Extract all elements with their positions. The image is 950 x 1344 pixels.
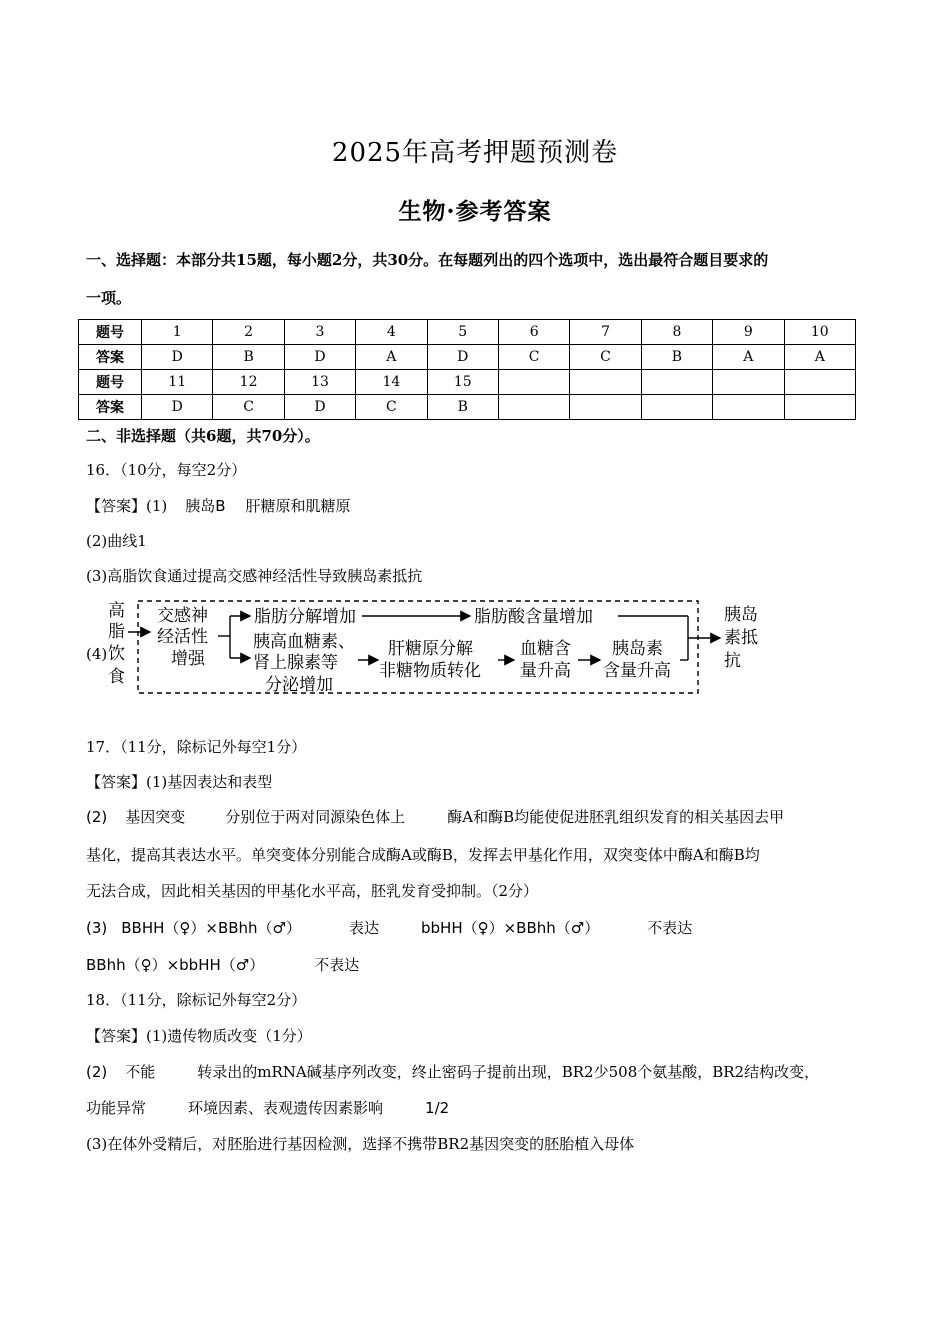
- flow-node-hormones: 肾上腺素等: [253, 653, 338, 673]
- table-cell: [498, 395, 569, 420]
- flow-start: 食: [108, 667, 125, 687]
- q17-heading: 17．（11分，除标记外每空1分）: [86, 738, 307, 756]
- answer-blank: 分别位于两对同源染色体上: [225, 808, 406, 826]
- flow-node-sympathetic: 经活性: [157, 627, 208, 647]
- table-cell: 15: [427, 370, 498, 395]
- table-cell: 10: [784, 320, 855, 345]
- section1-instructions-line2: 一项。: [86, 289, 132, 307]
- answer-blank: 转录出的mRNA碱基序列改变，终止密码子提前出现，BR2少508个氨基酸，BR2结构改变，: [197, 1063, 820, 1081]
- answer-blank: 环境因素、表观遗传因素影响: [188, 1099, 384, 1117]
- table-row: [79, 370, 856, 395]
- q18-heading: 18．（11分，除标记外每空2分）: [86, 991, 307, 1009]
- table-cell: B: [427, 395, 498, 420]
- answer-blank: bbHH（♀）×BBhh（♂）: [421, 919, 600, 937]
- flow-end: 素抵: [724, 628, 758, 648]
- q17-answer-3-line2: [86, 955, 359, 975]
- row-label-answer: 答案: [79, 345, 142, 370]
- q16-flow-diagram: [86, 596, 780, 696]
- q18-answer-2-line2: [86, 1098, 449, 1118]
- answer-blank: 功能异常: [86, 1099, 147, 1117]
- table-cell: [713, 395, 784, 420]
- answer-number: (2): [86, 808, 108, 826]
- q16-answer-1: [86, 496, 351, 516]
- q18-answer-2: [86, 1062, 819, 1082]
- page-subtitle: 生物·参考答案: [398, 198, 552, 225]
- flow-node-fatty-acid: 脂肪酸含量增加: [474, 607, 593, 627]
- flow-node-hormones: 胰高血糖素、: [253, 632, 355, 652]
- flow-end: 胰岛: [724, 605, 758, 625]
- q18-answer-1: 【答案】(1)遗传物质改变（1分）: [86, 1027, 312, 1045]
- table-cell: [641, 370, 712, 395]
- answer-blank: BBHH（♀）×BBhh（♂）: [121, 919, 301, 937]
- page-title: 2025年高考押题预测卷: [331, 138, 619, 168]
- table-cell: [570, 395, 641, 420]
- table-cell: [784, 370, 855, 395]
- table-row: [79, 345, 856, 370]
- q17-answer-1: 【答案】(1)基因表达和表型: [86, 773, 273, 791]
- table-cell: 3: [284, 320, 355, 345]
- answer-blank: 胰岛B: [185, 497, 226, 515]
- answer-blank: 不表达: [647, 919, 693, 937]
- table-row: [79, 320, 856, 345]
- row-label-answer: 答案: [79, 395, 142, 420]
- flow-node-sympathetic: 交感神: [157, 606, 208, 626]
- answer-table: [78, 319, 856, 420]
- table-cell: 4: [356, 320, 427, 345]
- section1-instructions-line1: 一、选择题：本部分共15题，每小题2分，共30分。在每题列出的四个选项中，选出最符合题目要求的: [86, 251, 769, 269]
- table-cell: B: [641, 345, 712, 370]
- table-cell: 2: [213, 320, 284, 345]
- q16-heading: 16．（10分，每空2分）: [86, 461, 247, 479]
- answer-blank: 酶A和酶B均能使促进胚乳组织发育的相关基因去甲: [447, 808, 785, 826]
- row-label-number: 题号: [79, 320, 142, 345]
- table-cell: C: [570, 345, 641, 370]
- table-cell: [498, 370, 569, 395]
- flow-start: 高: [108, 601, 125, 621]
- flow-item-label: (4): [86, 645, 108, 663]
- table-cell: 6: [498, 320, 569, 345]
- q17-answer-2-line3: 无法合成，因此相关基因的甲基化水平高，胚乳发育受抑制。（2分）: [86, 882, 539, 900]
- q16-answer-3: (3)高脂饮食通过提高交感神经活性导致胰岛素抵抗: [86, 567, 423, 585]
- q16-answer-2: (2)曲线1: [86, 532, 147, 550]
- table-cell: 9: [713, 320, 784, 345]
- table-cell: 1: [142, 320, 213, 345]
- answer-blank: 表达: [349, 919, 380, 937]
- table-cell: C: [356, 395, 427, 420]
- flow-start: 脂: [108, 622, 125, 642]
- table-cell: A: [784, 345, 855, 370]
- answer-number: (3): [86, 919, 108, 937]
- table-cell: [784, 395, 855, 420]
- table-cell: 12: [213, 370, 284, 395]
- flow-node-insulin: 胰岛素: [612, 639, 663, 659]
- table-cell: B: [213, 345, 284, 370]
- table-cell: [713, 370, 784, 395]
- answer-blank: 不表达: [314, 956, 360, 974]
- q17-answer-2: [86, 807, 784, 827]
- table-cell: A: [713, 345, 784, 370]
- flow-node-glycogenolysis: 肝糖原分解: [388, 639, 473, 659]
- flow-node-lipolysis: 脂肪分解增加: [254, 607, 356, 627]
- table-cell: D: [427, 345, 498, 370]
- table-cell: C: [498, 345, 569, 370]
- flow-node-blood-glucose: 血糖含: [520, 639, 571, 659]
- table-cell: 11: [142, 370, 213, 395]
- table-cell: 7: [570, 320, 641, 345]
- table-cell: C: [213, 395, 284, 420]
- flow-node-insulin: 含量升高: [603, 661, 671, 681]
- q17-answer-3: [86, 918, 692, 938]
- table-cell: 8: [641, 320, 712, 345]
- q18-answer-3: (3)在体外受精后，对胚胎进行基因检测，选择不携带BR2基因突变的胚胎植入母体: [86, 1135, 635, 1153]
- answer-blank: 基因突变: [125, 808, 186, 826]
- table-cell: D: [142, 395, 213, 420]
- answer-blank: 肝糖原和肌糖原: [245, 497, 351, 515]
- table-cell: D: [284, 345, 355, 370]
- table-cell: [570, 370, 641, 395]
- flow-node-glycogenolysis: 非糖物质转化: [379, 661, 481, 681]
- flow-node-hormones: 分泌增加: [265, 675, 333, 695]
- answer-blank: 1/2: [425, 1099, 450, 1117]
- table-cell: 5: [427, 320, 498, 345]
- table-cell: D: [284, 395, 355, 420]
- table-cell: [641, 395, 712, 420]
- table-cell: 13: [284, 370, 355, 395]
- answer-blank: BBhh（♀）×bbHH（♂）: [86, 956, 265, 974]
- flow-end: 抗: [724, 651, 741, 671]
- table-cell: A: [356, 345, 427, 370]
- section2-heading: 二、非选择题（共6题，共70分）。: [86, 427, 320, 445]
- q17-answer-2-line2: 基化，提高其表达水平。单突变体分别能合成酶A或酶B，发挥去甲基化作用，双突变体中酶A和酶B均: [86, 846, 760, 864]
- row-label-number: 题号: [79, 370, 142, 395]
- table-row: [79, 395, 856, 420]
- answer-blank: 不能: [125, 1063, 156, 1081]
- table-cell: 14: [356, 370, 427, 395]
- flow-start: 饮: [108, 644, 125, 664]
- answer-prefix: 【答案】(1): [86, 497, 168, 515]
- table-cell: D: [142, 345, 213, 370]
- flow-node-blood-glucose: 量升高: [520, 661, 571, 681]
- answer-number: (2): [86, 1063, 108, 1081]
- flow-node-sympathetic: 增强: [171, 649, 205, 669]
